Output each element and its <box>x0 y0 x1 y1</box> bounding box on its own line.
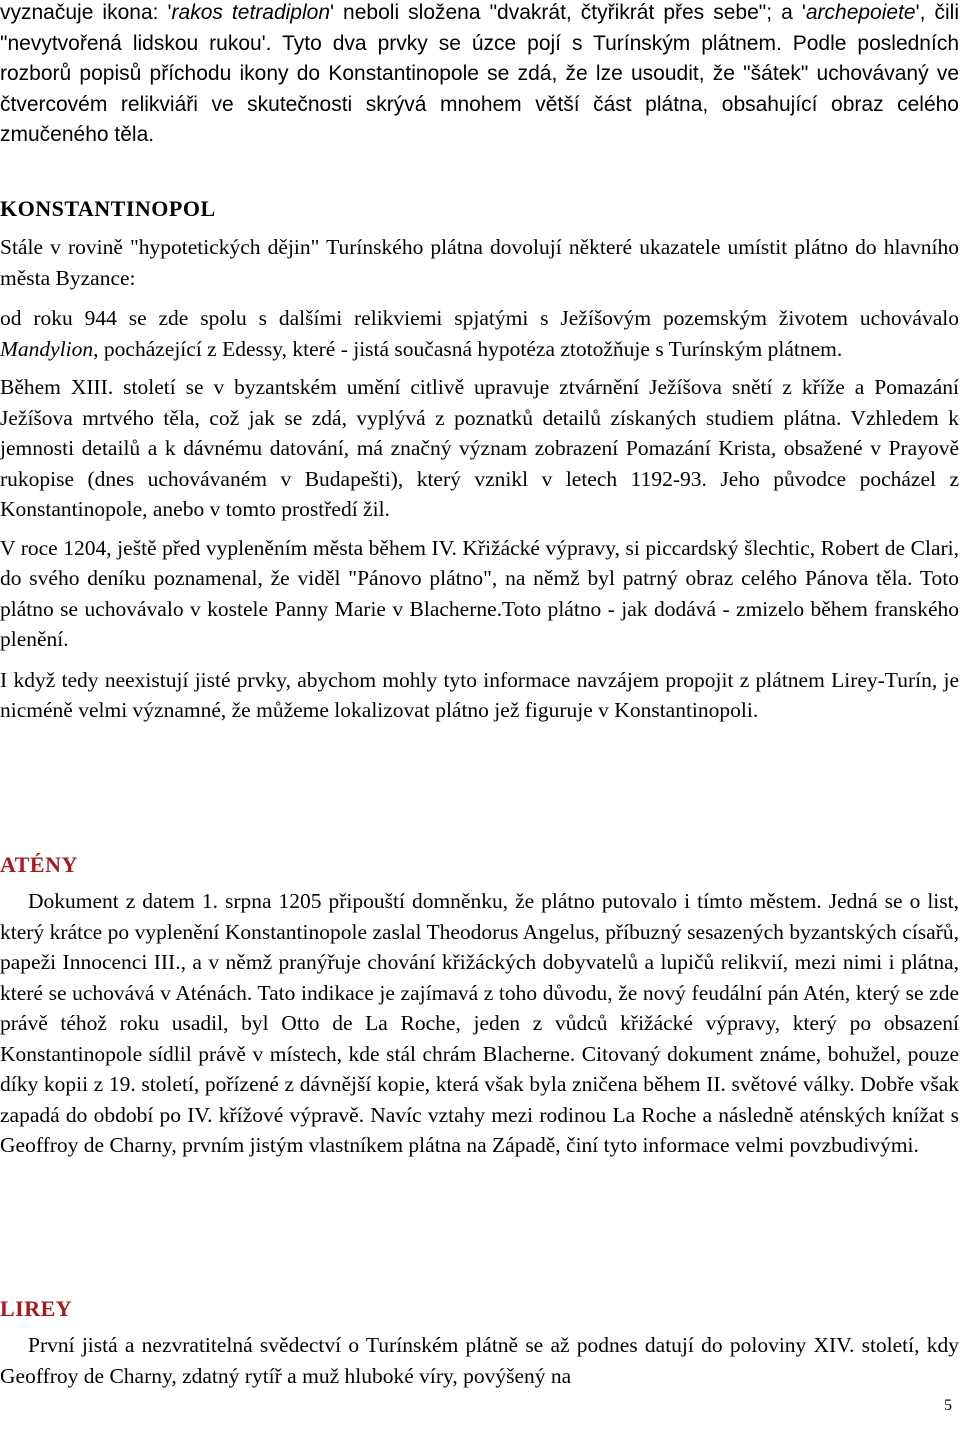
intro-text <box>0 0 959 151</box>
konstantinopol-paragraph-2 <box>0 303 959 364</box>
konstantinopol-paragraph-5: I když tedy neexistují jisté prvky, abychom mohly tyto informace navzájem propojit z plátnem Lirey-Turín, je nicméně velmi významné, že můžeme lokalizovat plátno jež figuruje v Konstantinopoli. <box>0 667 959 722</box>
intro-text-part: ' neboli složena "dvakrát, čtyřikrát přes sebe"; a ' <box>330 1 806 24</box>
konstantinopol-paragraph-3: Během XIII. století se v byzantském umění citlivě upravuje ztvárnění Ježíšova snětí z kříže a Pomazání Ježíšova mrtvého těla, což jak se zdá, vyplývá z poznatků detailů získaných studiem plátna. Vzhledem k jemnosti detailů a k dávnému datování, má značný význam zobrazení Pomazání Krista, obsažené v Prayově rukopise (dnes uchovávaném v Budapešti), který vznikl v letech 1192-93. Jeho původce pocházel z Konstantinopole, anebo v tomto prostředí žil. <box>0 375 959 521</box>
konstantinopol-section <box>0 232 959 726</box>
konstantinopol-paragraph-1: Stále v rovině "hypotetických dějin" Turínského plátna dovolují některé ukazatele umístit plátno do hlavního města Byzance: <box>0 235 959 290</box>
paragraph-text-part: , pocházející z Edessy, které - jistá současná hypotéza ztotožňuje s Turínským plátnem. <box>93 336 843 361</box>
lirey-section <box>0 1330 959 1391</box>
konstantinopol-paragraph-4: V roce 1204, ještě před vypleněním města během IV. Křižácké výpravy, si piccardský šlechtic, Robert de Clari, do svého deníku poznamenal, že viděl "Pánovo plátno", na němž byl patrný obraz celého Pánova těla. Toto plátno se uchovávalo v kostele Panny Marie v Blacherne.Toto plátno - jak dodává - zmizelo během franského plenění. <box>0 535 959 651</box>
heading-konstantinopol: KONSTANTINOPOL <box>0 196 216 221</box>
heading-ateny: ATÉNY <box>0 852 78 877</box>
page-number: 5 <box>944 1397 952 1414</box>
ateny-paragraph: Dokument z datem 1. srpna 1205 připouští domněnku, že plátno putovalo i tímto městem. Jedná se o list, který krátce po vyplenění Konstantinopole zaslal Theodorus Angelus, příbuzný sesazených byzantských císařů, papeži Innocenci III., a v němž pranýřuje chování křižáckých dobyvatelů a lupičů relikvií, mezi nimi i plátna, které se uchovává v Aténách. Tato indikace je zajímavá z toho důvodu, že nový feudální pán Atén, který se zde právě téhož roku usadil, byl Otto de La Roche, jeden z vůdců křižácké výpravy, který po obsazení Konstantinopole sídlil právě v místech, kde stál chrám Blacherne. Citovaný dokument známe, bohužel, pouze díky kopii z 19. století, pořízené z dávnější kopie, která však byla zničena během II. světové války. Dobře však zapadá do období po IV. křížové výpravě. Navíc vztahy mezi rodinou La Roche a následně aténských knížat s Geoffroy de Charny, prvním jistým vlastníkem plátna na Západě, činí tyto informace velmi povzbudivými. <box>0 889 959 1157</box>
intro-text-part: ', čili "nevytvořená lidskou rukou'. Tyto dva prvky se úzce pojí s Turínským plátnem. Podle posledních rozborů popisů příchodu ikony do Konstantinopole se zdá, že lze usoudit, že "šátek" uchovávaný ve čtvercovém relikviáři ve skutečnosti skrývá mnohem větší část plátna, obsahující obraz celého zmučeného těla. <box>0 1 959 146</box>
heading-lirey: LIREY <box>0 1296 73 1321</box>
paragraph-text-part: od roku 944 se zde spolu s dalšími relikviemi spjatými s Ježíšovým pozemským životem uchovávalo <box>0 306 959 330</box>
intro-italic-archepoiete: archepoiete <box>805 1 916 24</box>
italic-mandylion: Mandylion <box>0 336 94 361</box>
lirey-paragraph: První jistá a nezvratitelná svědectví o Turínském plátně se až podnes datují do poloviny XIV. století, kdy Geoffroy de Charny, zdatný rytíř a muž hluboké víry, povýšený na <box>0 1333 959 1388</box>
intro-text-part: vyznačuje ikona: ' <box>0 1 172 24</box>
intro-paragraph <box>0 0 959 151</box>
intro-italic-rakos: rakos tetradiplon <box>171 1 330 24</box>
ateny-section <box>0 886 959 1161</box>
